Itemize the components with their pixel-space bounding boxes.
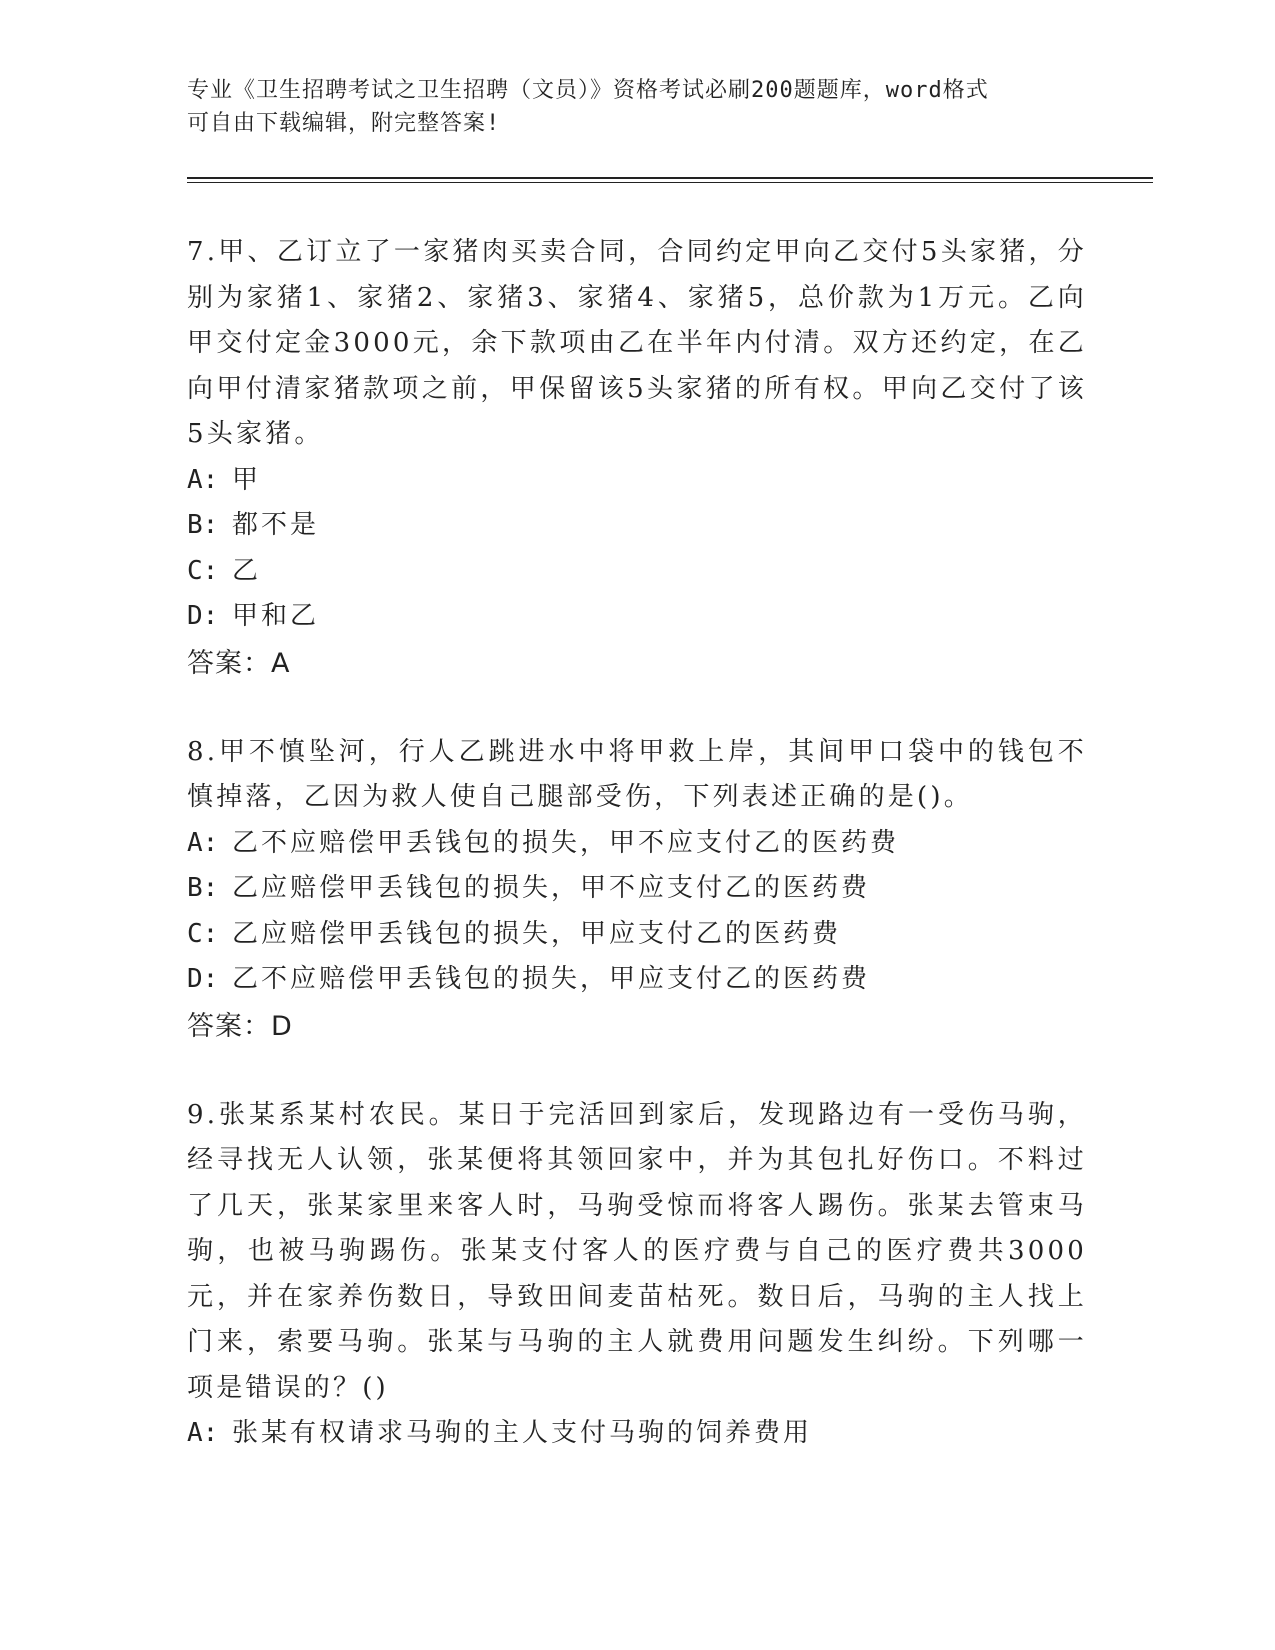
option-c bbox=[187, 912, 1087, 958]
option-key: B: bbox=[187, 873, 219, 903]
option-d bbox=[187, 594, 1087, 640]
option-text: 乙不应赔偿甲丢钱包的损失，甲应支付乙的医药费 bbox=[232, 964, 871, 994]
answer-line: 答案：A bbox=[187, 647, 291, 679]
option-key: C: bbox=[187, 555, 219, 586]
option-d bbox=[187, 957, 1087, 1003]
document-header bbox=[187, 74, 1067, 140]
option-key: D: bbox=[187, 964, 219, 994]
question-9 bbox=[187, 1093, 1087, 1457]
option-a bbox=[187, 821, 1087, 867]
option-b bbox=[187, 503, 1087, 549]
option-key: B: bbox=[187, 510, 219, 540]
answer-line: 答案：D bbox=[187, 1010, 293, 1042]
option-key: A: bbox=[187, 464, 219, 495]
header-rule-thin bbox=[187, 182, 1153, 183]
option-text: 张某有权请求马驹的主人支付马驹的饲养费用 bbox=[232, 1418, 813, 1448]
option-text: 乙 bbox=[232, 555, 262, 586]
question-text: 8.甲不慎坠河，行人乙跳进水中将甲救上岸，其间甲口袋中的钱包不慎掉落，乙因为救人使自己腿部受伤，下列表述正确的是()。 bbox=[187, 736, 1087, 812]
option-a bbox=[187, 1411, 1087, 1457]
option-text: 乙应赔偿甲丢钱包的损失，甲不应支付乙的医药费 bbox=[232, 873, 871, 903]
option-text: 乙不应赔偿甲丢钱包的损失，甲不应支付乙的医药费 bbox=[232, 827, 900, 858]
question-list bbox=[187, 230, 1087, 1499]
header-line-1: 专业《卫生招聘考试之卫生招聘（文员）》资格考试必刷200题题库，word格式 bbox=[187, 78, 989, 103]
option-a bbox=[187, 458, 1087, 504]
option-c bbox=[187, 549, 1087, 595]
header-line-2: 可自由下载编辑，附完整答案! bbox=[187, 111, 501, 136]
question-text: 9.张某系某村农民。某日于完活回到家后，发现路边有一受伤马驹，经寻找无人认领，张某便将其领回家中，并为其包扎好伤口。不料过了几天，张某家里来客人时，马驹受惊而将客人踢伤。张某去管束马驹，也被马驹踢伤。张某支付客人的医疗费与自己的医疗费共3000元，并在家养伤数日，导致田间麦苗枯死。数日后，马驹的主人找上门来，索要马驹。张某与马驹的主人就费用问题发生纠纷。下列哪一项是错误的？() bbox=[187, 1099, 1087, 1403]
question-8 bbox=[187, 730, 1087, 1051]
option-key: D: bbox=[187, 601, 219, 631]
option-key: A: bbox=[187, 1418, 219, 1448]
option-text: 乙应赔偿甲丢钱包的损失，甲应支付乙的医药费 bbox=[232, 918, 842, 949]
option-key: A: bbox=[187, 827, 219, 858]
option-text: 甲和乙 bbox=[232, 601, 320, 631]
option-key: C: bbox=[187, 918, 219, 949]
option-b bbox=[187, 866, 1087, 912]
question-7 bbox=[187, 230, 1087, 688]
question-text: 7.甲、乙订立了一家猪肉买卖合同，合同约定甲向乙交付5头家猪，分别为家猪1、家猪2、家猪3、家猪4、家猪5，总价款为1万元。乙向甲交付定金3000元，余下款项由乙在半年内付清。双方还约定，在乙向甲付清家猪款项之前，甲保留该5头家猪的所有权。甲向乙交付了该5头家猪。 bbox=[187, 237, 1087, 449]
option-text: 都不是 bbox=[232, 510, 320, 540]
option-text: 甲 bbox=[232, 464, 262, 495]
header-rule-thick bbox=[187, 177, 1153, 179]
